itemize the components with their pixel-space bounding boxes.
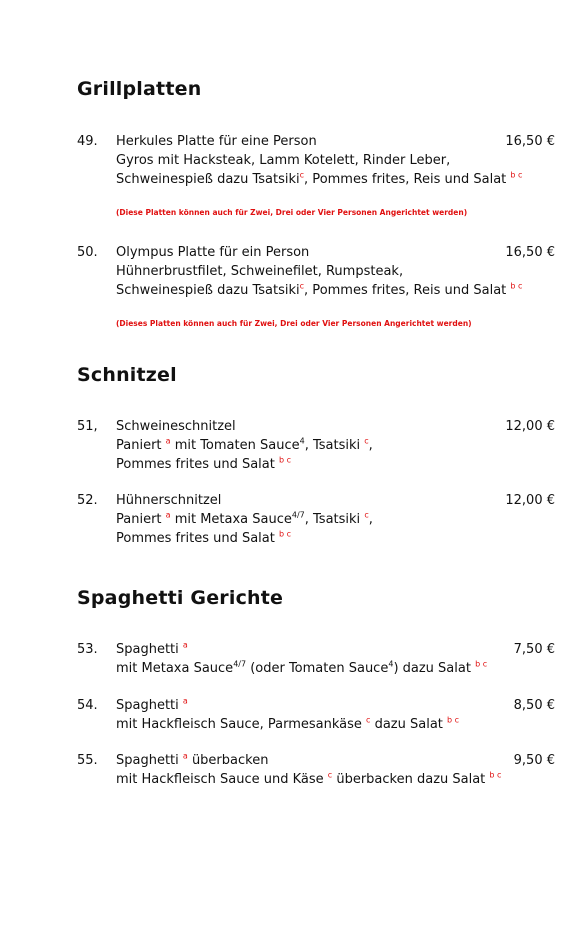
item-description: Paniert $^a$ mit Tomaten Sauce$^4$, Tsatsiki $^c$, <box>116 436 373 453</box>
item-price: 7,50 € <box>513 642 555 657</box>
additive-mark: 4 <box>299 436 305 446</box>
allergen-mark: a <box>182 751 188 761</box>
allergen-mark: b c <box>279 529 292 539</box>
item-name: Hühnerschnitzel <box>116 493 222 508</box>
serving-note: (Diese Platten können auch für Zwei, Drei oder Vier Personen Angerichtet werden) <box>116 208 468 217</box>
allergen-mark: c <box>299 281 305 291</box>
item-number: 54. <box>77 698 98 713</box>
allergen-mark: a <box>182 640 188 650</box>
item-price: 16,50 € <box>505 134 555 149</box>
item-price: 12,00 € <box>505 493 555 508</box>
item-price: 12,00 € <box>505 419 555 434</box>
additive-mark: 4 <box>388 659 394 669</box>
item-price: 16,50 € <box>505 245 555 260</box>
item-description: Paniert $^a$ mit Metaxa Sauce$^{4/7}$, Tsatsiki $^c$, <box>116 510 373 527</box>
item-name: Spaghetti $^a$ <box>116 696 188 713</box>
item-name: Spaghetti $^a$ überbacken <box>116 751 269 768</box>
item-number: 51, <box>77 419 98 434</box>
item-description: mit Hackfleisch Sauce, Parmesankäse $^c$ dazu Salat $^{b c}$ <box>116 715 460 732</box>
allergen-mark: c <box>364 436 369 446</box>
item-description: Schweinespieß dazu Tsatsiki$^c$, Pommes frites, Reis und Salat $^{b c}$ <box>116 170 523 187</box>
allergen-mark: b c <box>489 770 502 780</box>
item-description: Pommes frites und Salat $^{b c}$ <box>116 529 292 546</box>
item-description: mit Hackfleisch Sauce und Käse $^c$ überbacken dazu Salat $^{b c}$ <box>116 770 502 787</box>
item-description: Schweinespieß dazu Tsatsiki$^c$, Pommes frites, Reis und Salat $^{b c}$ <box>116 281 523 298</box>
allergen-mark: a <box>165 436 171 446</box>
item-description: Gyros mit Hacksteak, Lamm Kotelett, Rinder Leber, <box>116 153 451 168</box>
allergen-mark: b c <box>447 715 460 725</box>
allergen-mark: b c <box>510 170 523 180</box>
item-name: Spaghetti $^a$ <box>116 640 188 657</box>
section-title-spaghetti: Spaghetti Gerichte <box>77 587 284 609</box>
section-title-grillplatten: Grillplatten <box>77 78 202 100</box>
item-number: 50. <box>77 245 98 260</box>
item-number: 52. <box>77 493 98 508</box>
allergen-mark: b c <box>475 659 488 669</box>
allergen-mark: a <box>182 696 188 706</box>
allergen-mark: c <box>366 715 371 725</box>
allergen-mark: b c <box>510 281 523 291</box>
item-description: mit Metaxa Sauce$^{4/7}$ (oder Tomaten Sauce$^4$) dazu Salat $^{b c}$ <box>116 659 488 676</box>
item-name: Herkules Platte für eine Person <box>116 134 317 149</box>
item-name: Schweineschnitzel <box>116 419 236 434</box>
item-price: 8,50 € <box>513 698 555 713</box>
item-number: 49. <box>77 134 98 149</box>
allergen-mark: b c <box>279 455 292 465</box>
allergen-mark: c <box>327 770 333 780</box>
allergen-mark: a <box>165 510 171 520</box>
additive-mark: 4/7 <box>291 510 305 520</box>
item-price: 9,50 € <box>513 753 555 768</box>
allergen-mark: c <box>299 170 305 180</box>
item-name: Olympus Platte für ein Person <box>116 245 310 260</box>
item-description: Pommes frites und Salat $^{b c}$ <box>116 455 292 472</box>
item-number: 55. <box>77 753 98 768</box>
item-number: 53. <box>77 642 98 657</box>
item-description: Hühnerbrustfilet, Schweinefilet, Rumpsteak, <box>116 264 404 279</box>
serving-note: (Dieses Platten können auch für Zwei, Drei oder Vier Personen Angerichtet werden) <box>116 319 472 328</box>
section-title-schnitzel: Schnitzel <box>77 364 177 386</box>
allergen-mark: c <box>364 510 369 520</box>
additive-mark: 4/7 <box>233 659 247 669</box>
